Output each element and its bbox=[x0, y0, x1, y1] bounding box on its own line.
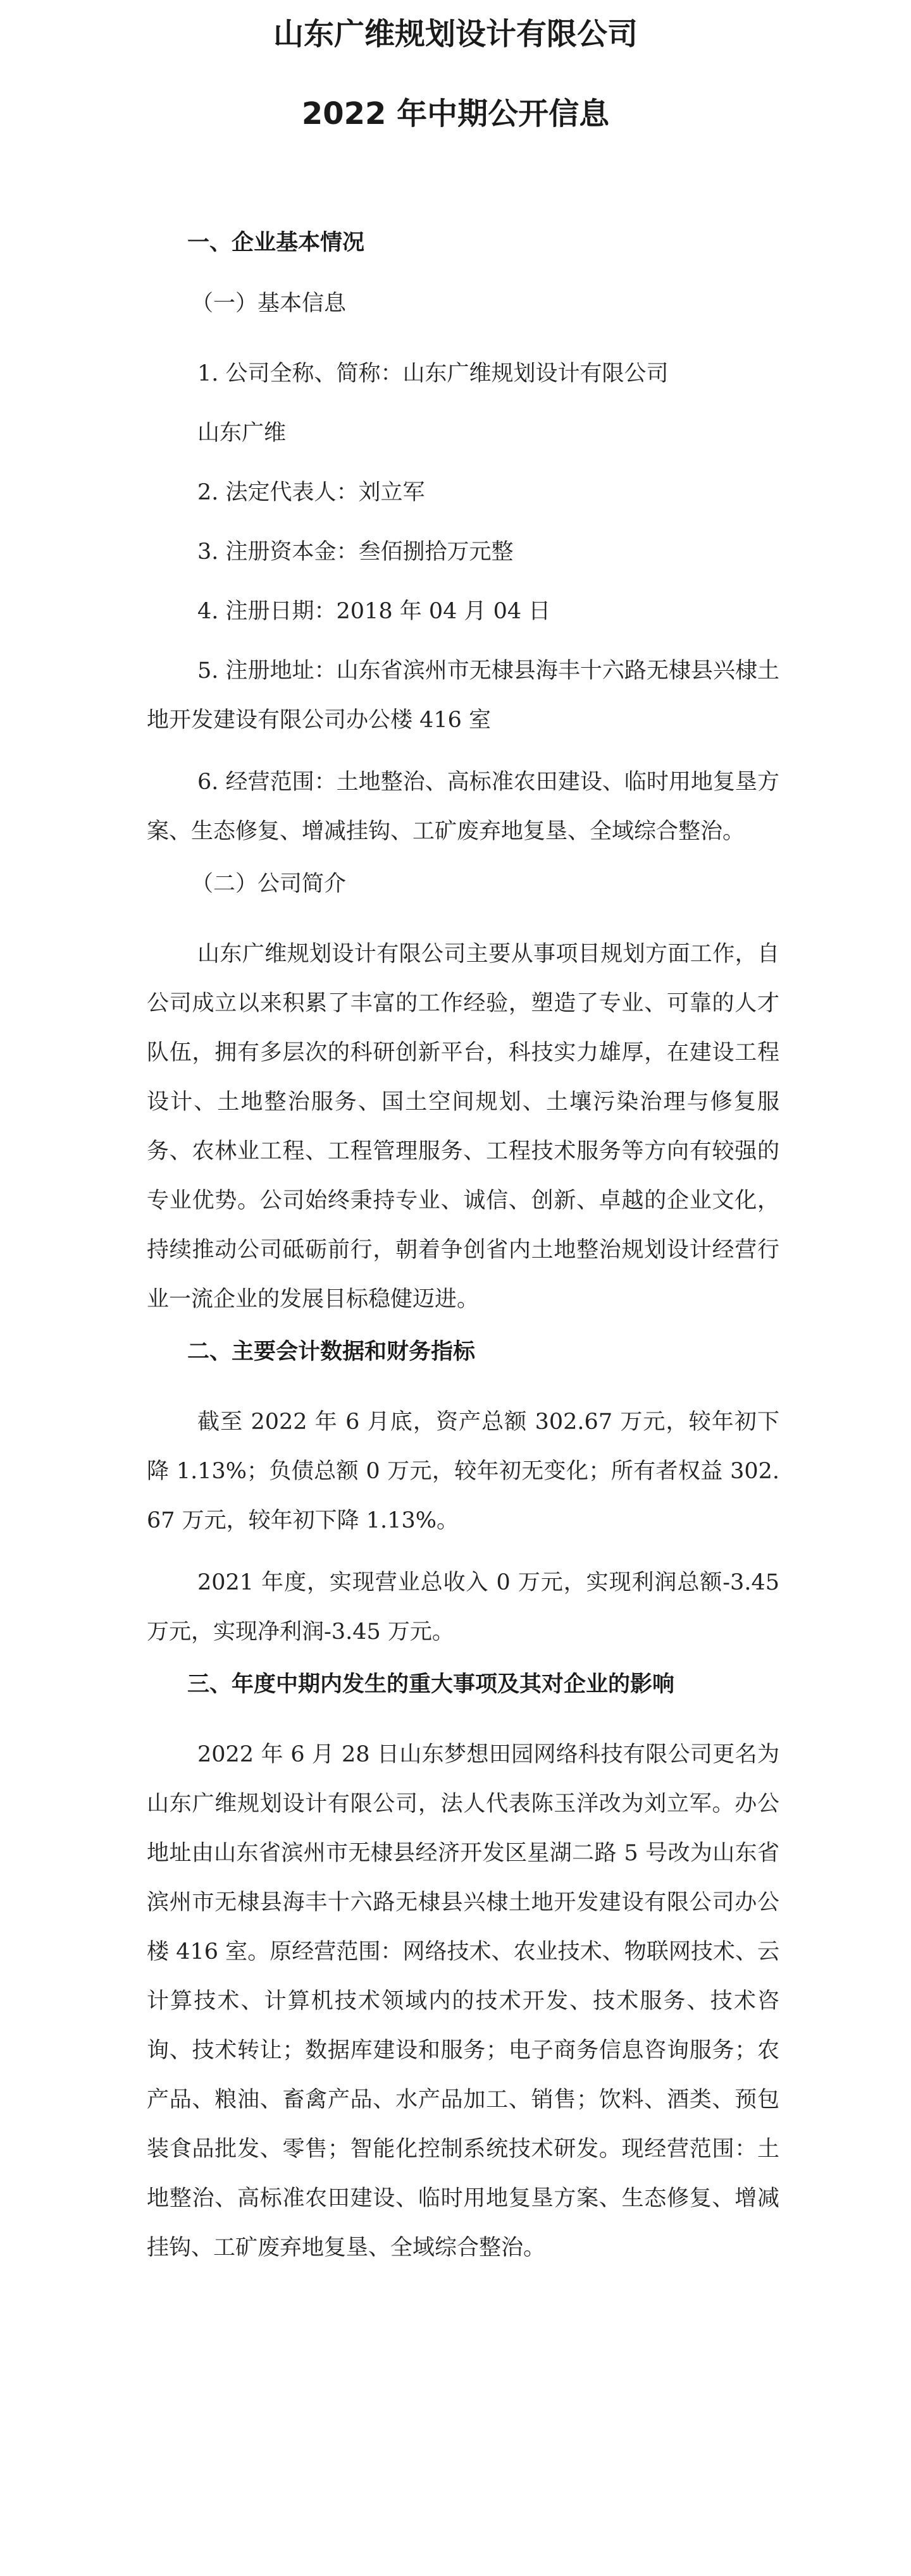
section-heading-basic-info: 一、企业基本情况 bbox=[187, 230, 365, 255]
section-heading-major-events: 三、年度中期内发生的重大事项及其对企业的影响 bbox=[187, 1672, 675, 1697]
financial-paragraph-assets: 截至 2022 年 6 月底，资产总额 302.67 万元，较年初下降 1.13%；负债总额 0 万元，较年初无变化；所有者权益 302.67 万元，较年初下降 1.13%。 bbox=[147, 1409, 779, 1533]
subsection-heading-basic: （一）基本信息 bbox=[191, 291, 347, 316]
document-subtitle: 2022 年中期公开信息 bbox=[301, 96, 610, 132]
info-registration-date: 4. 注册日期：2018 年 04 月 04 日 bbox=[197, 599, 551, 624]
info-company-short-name: 山东广维 bbox=[197, 420, 287, 446]
subsection-heading-profile: （二）公司简介 bbox=[191, 871, 347, 897]
info-company-name: 1. 公司全称、简称：山东广维规划设计有限公司 bbox=[197, 361, 669, 386]
document-title: 山东广维规划设计有限公司 bbox=[273, 16, 638, 52]
info-registered-address: 5. 注册地址：山东省滨州市无棣县海丰十六路无棣县兴棣土地开发建设有限公司办公楼 416 室 bbox=[147, 658, 779, 733]
document-body bbox=[147, 228, 779, 2285]
info-registered-capital: 3. 注册资本金：叁佰捌拾万元整 bbox=[197, 539, 514, 565]
info-business-scope: 6. 经营范围：土地整治、高标准农田建设、临时用地复垦方案、生态修复、增减挂钩、工矿废弃地复垦、全域综合整治。 bbox=[147, 770, 779, 844]
major-events-paragraph: 2022 年 6 月 28 日山东梦想田园网络科技有限公司更名为山东广维规划设计有限公司，法人代表陈玉洋改为刘立军。办公地址由山东省滨州市无棣县经济开发区星湖二路 5 号改为山东省滨州市无棣县海丰十六路无棣县兴棣土地开发建设有限公司办公楼 416 室。原经营范围：网络技术、农业技术、物联网技术、云计算技术、计算机技术领域内的技术开发、技术服务、技术咨询、技术转让；数据库建设和服务；电子商务信息咨询服务；农产品、粮油、畜禽产品、水产品加工、销售；饮料、酒类、预包装食品批发、零售；智能化控制系统技术研发。现经营范围：土地整治、高标准农田建设、临时用地复垦方案、生态修复、增减挂钩、工矿废弃地复垦、全域综合整治。 bbox=[147, 1742, 779, 2260]
section-heading-financial: 二、主要会计数据和财务指标 bbox=[187, 1339, 476, 1365]
company-profile-paragraph: 山东广维规划设计有限公司主要从事项目规划方面工作，自公司成立以来积累了丰富的工作经验，塑造了专业、可靠的人才队伍，拥有多层次的科研创新平台，科技实力雄厚，在建设工程设计、土地整治服务、国土空间规划、土壤污染治理与修复服务、农林业工程、工程管理服务、工程技术服务等方向有较强的专业优势。公司始终秉持专业、诚信、创新、卓越的企业文化，持续推动公司砥砺前行，朝着争创省内土地整治规划设计经营行业一流企业的发展目标稳健迈进。 bbox=[147, 941, 779, 1312]
financial-paragraph-income: 2021 年度，实现营业总收入 0 万元，实现利润总额-3.45 万元，实现净利润-3.45 万元。 bbox=[147, 1570, 779, 1645]
info-legal-representative: 2. 法定代表人：刘立军 bbox=[197, 480, 425, 505]
